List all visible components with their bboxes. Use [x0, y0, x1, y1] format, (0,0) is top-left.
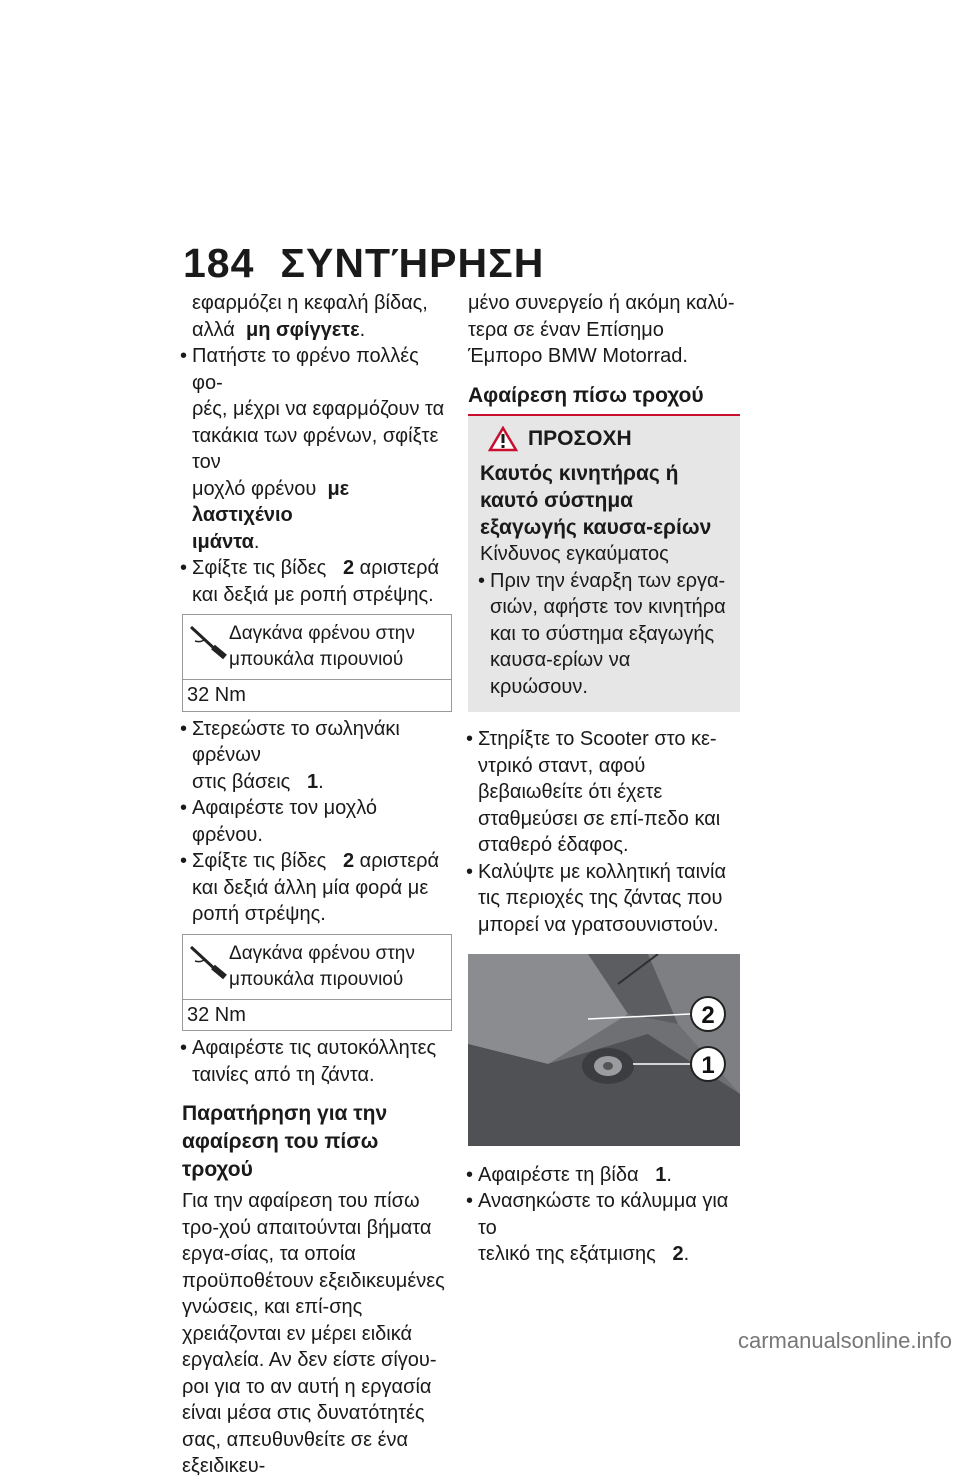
- list-item: • Στηρίξτε το Scooter στο κε-ντρικό σταντ, αφού βεβαιωθείτε ότι έχετε σταθμεύσει σε επί-πεδο και σταθερό έδαφος.: [468, 726, 740, 859]
- text: αλλά: [192, 318, 235, 341]
- ref-number: 2: [672, 1243, 684, 1265]
- torque-spec-header: [183, 935, 451, 1000]
- warning-triangle-icon: [488, 426, 518, 452]
- text: Σφίξτε τις βίδες: [192, 557, 327, 579]
- list-item: • Πατήστε το φρένο πολλές φο- ρές, μέχρι να εφαρμόζουν τα τακάκια των φρένων, σφίξτε τον μοχλό φρένου με λαστιχένιο ιμάντα.: [182, 343, 452, 555]
- text: ταινίες από τη ζάντα.: [192, 1063, 375, 1086]
- text: Σφίξτε τις βίδες: [192, 850, 327, 872]
- list-item: • Στερεώστε το σωληνάκι φρένων στις βάσεις 1.: [182, 716, 452, 796]
- torque-spec-header: [183, 615, 451, 680]
- scooter-exhaust-photo: [468, 954, 740, 1146]
- section-heading: Παρατήρηση για την αφαίρεση του πίσω τροχού: [182, 1102, 388, 1181]
- emphasis: με λαστιχένιο: [192, 477, 350, 526]
- torque-spec-box: [182, 934, 452, 1032]
- list-item: [182, 555, 452, 608]
- torque-spec-box: [182, 614, 452, 712]
- caution-hazard: Καυτός κινητήρας ή καυτό σύστημα εξαγωγής καυσα-ερίων: [480, 462, 712, 539]
- ref-number: 2: [342, 557, 355, 579]
- list-item: [182, 848, 452, 928]
- torque-wrench-icon: [187, 941, 229, 991]
- section-title: ΣΥΝΤΉΡΗΣΗ: [280, 240, 545, 286]
- ref-number: 2: [342, 850, 355, 872]
- torque-spec-label: Δαγκάνα φρένου στην μπουκάλα πιρουνιού: [229, 623, 415, 670]
- footer-watermark: carmanualsonline.info: [737, 1328, 952, 1353]
- text: ρές, μέχρι να εφαρμόζουν τα: [192, 398, 445, 420]
- torque-spec-value: 32 Nm: [187, 1003, 246, 1026]
- text: τελικό της εξάτμισης: [478, 1243, 656, 1265]
- text: τακάκια των φρένων, σφίξτε τον: [192, 424, 439, 473]
- page-header: [183, 240, 544, 287]
- torque-spec-value: 32 Nm: [187, 684, 246, 706]
- caution-label: ΠΡΟΣΟΧΗ: [528, 426, 632, 450]
- ref-number: 1: [306, 770, 319, 793]
- text: και δεξιά με ροπή στρέψης.: [192, 583, 434, 606]
- text: και δεξιά άλλη μία φορά με: [192, 876, 429, 899]
- text: Αφαιρέστε τις αυτοκόλλητες: [192, 1037, 437, 1059]
- text: εφαρμόζει η κεφαλή βίδας,: [192, 292, 428, 314]
- list-item: • Καλύψτε με κολλητική ταινία τις περιοχές της ζάντας που μπορεί να γρατσουνιστούν.: [468, 859, 740, 939]
- text: Ανασηκώστε το κάλυμμα για το: [478, 1190, 729, 1239]
- ref-number: 1: [655, 1163, 667, 1186]
- page-number: 184: [183, 240, 255, 286]
- right-column: [468, 290, 740, 1268]
- callout-1: 1: [701, 1052, 715, 1079]
- caution-consequence: Κίνδυνος εγκαύματος: [480, 543, 669, 565]
- left-column: [182, 290, 452, 1480]
- torque-spec-label: Δαγκάνα φρένου στην μπουκάλα πιρουνιού: [229, 942, 415, 990]
- torque-wrench-icon: [187, 621, 229, 671]
- list-item: • Αφαιρέστε τη βίδα 1.: [468, 1162, 740, 1189]
- paragraph-continued: εφαρμόζει η κεφαλή βίδας, αλλά μη σφίγγετε.: [192, 292, 428, 341]
- text: Στερεώστε το σωληνάκι φρένων: [192, 717, 400, 766]
- emphasis: μη σφίγγετε: [245, 318, 360, 341]
- caution-box: [468, 416, 740, 713]
- paragraph: μένο συνεργείο ή ακόμη καλύ-τερα σε έναν Επίσημο Έμπορο BMW Motorrad.: [468, 292, 735, 367]
- caution-title: [488, 426, 728, 453]
- emphasis: ιμάντα: [192, 530, 254, 553]
- list-item: [182, 1035, 452, 1088]
- text: ροπή στρέψης.: [192, 903, 326, 925]
- list-item: • Αφαιρέστε τον μοχλό φρένου.: [182, 795, 452, 848]
- section-heading: Αφαίρεση πίσω τροχού: [468, 383, 704, 407]
- text: Πατήστε το φρένο πολλές φο-: [192, 345, 419, 394]
- text: Αφαιρέστε τη βίδα: [478, 1163, 639, 1186]
- text: στις βάσεις: [192, 770, 291, 793]
- text: αριστερά: [359, 557, 440, 579]
- list-item: • Ανασηκώστε το κάλυμμα για το τελικό της εξάτμισης 2.: [468, 1188, 740, 1268]
- callout-2: 2: [701, 1002, 715, 1029]
- paragraph: Για την αφαίρεση του πίσω τρο-χού απαιτούνται βήματα εργα-σίας, τα οποία προϋποθέτουν εξειδικευμένες γνώσεις, και επί-σης χρειάζονται εν μέρει ειδικά εργαλεία. Αν δεν είστε σίγου-ροι για το αν αυτή η εργασία είναι μέσα στις δυνατότητές σας, απευθυνθείτε σε ένα εξειδικευ-: [182, 1190, 445, 1477]
- caution-instruction: • Πριν την έναρξη των εργα-σιών, αφήστε τον κινητήρα και το σύστημα εξαγωγής καυσα-ερίων να κρυώσουν.: [480, 568, 728, 701]
- text: αριστερά: [359, 850, 440, 872]
- text: μοχλό φρένου: [192, 477, 317, 500]
